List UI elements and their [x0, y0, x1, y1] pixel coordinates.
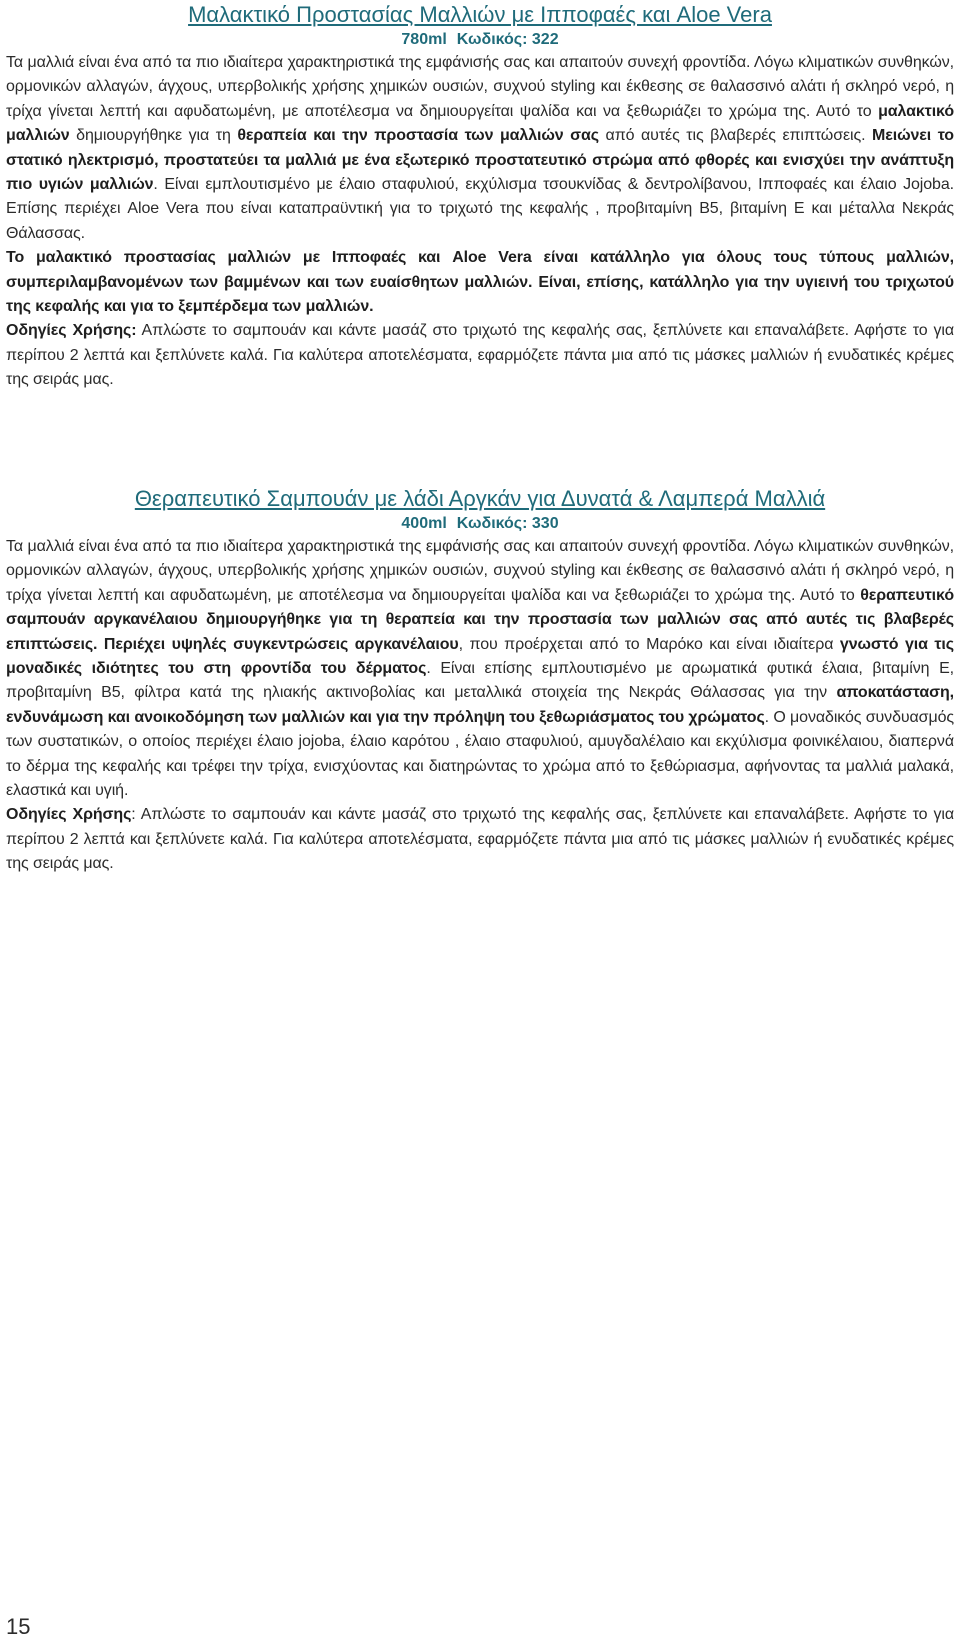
product-title: Μαλακτικό Προστασίας Μαλλιών με Ιπποφαές και Aloe Vera: [188, 2, 772, 27]
usage-text: Απλώστε το σαμπουάν και κάντε μασάζ στο τριχωτό της κεφαλής σας, ξεπλύνετε και επαναλάβετε. Αφήστε το για περίπου 2 λεπτά και ξεπλύνετε καλά. Για καλύτερα αποτελέσματα, εφαρμόζετε πάντα μια από τις μάσκες μαλλιών ή ενυδατικές κρέμες της σειράς μας.: [6, 322, 954, 389]
product-title: Θεραπευτικό Σαμπουάν με λάδι Αργκάν για Δυνατά & Λαμπερά Μαλλιά: [134, 486, 826, 511]
usage-instructions: [6, 319, 954, 392]
product-description: [6, 51, 954, 246]
product-meta: [6, 514, 954, 534]
product-suitability: Το μαλακτικό προστασίας μαλλιών με Ιπποφαές και Aloe Vera είναι κατάλληλο για όλους τους τύπους μαλλιών, συμπεριλαμβανομένων των βαμμένων και των ευαίσθητων μαλλιών. Είναι, επίσης, κατάλληλο για την υγιεινή του τριχωτού της κεφαλής και για το ξεμπέρδεμα των μαλλιών.: [6, 249, 954, 316]
product-code: Κωδικός: 330: [456, 515, 559, 532]
product-volume: 400ml: [401, 515, 447, 532]
desc-segment-bold: Μειώνει το στατικό ηλεκτρισμό, προστατεύει τα μαλλιά με ένα εξωτερικό προστατευτικό στρώμα από φθορές και ενισχύει την ανάπτυξη πιο υγιών μαλλιών: [6, 127, 954, 194]
desc-segment-bold: θεραπεία και την προστασία των μαλλιών σας: [237, 127, 599, 145]
desc-segment: , που προέρχεται από το Μαρόκο και είναι ιδιαίτερα: [458, 635, 840, 653]
page-number: 15: [6, 1614, 31, 1639]
usage-label: Οδηγίες Χρήσης: [6, 806, 132, 824]
product-conditioner: [6, 0, 954, 393]
desc-segment-bold: θεραπευτικό σαμπουάν αργκανέλαιου δημιουργήθηκε για τη θεραπεία και την προστασία των μαλλιών σας από αυτές τις βλαβερές επιπτώσεις. Περιέχει υψηλές συγκεντρώσεις αργκανέλαιου: [6, 586, 954, 653]
desc-segment-bold: γνωστό για τις μοναδικές ιδιότητες του στη φροντίδα του δέρματος: [6, 635, 954, 678]
product-shampoo: [6, 484, 954, 877]
desc-segment: Τα μαλλιά είναι ένα από τα πιο ιδιαίτερα χαρακτηριστικά της εμφάνισής σας και απαιτούν συνεχή φροντίδα. Λόγω κλιματικών συνθηκών, ορμονικών αλλαγών, άγχους, υπερβολικής χρήσης χημικών ουσιών, συχνού styling και έκθεσης σε θαλασσινό αλάτι ή σκληρό νερό, η τρίχα γίνεται λεπτή και αφυδατωμένη, με αποτέλεσμα να δημιουργείται ψαλίδα και να ξεθωριάζει το χρώμα της. Αυτό το: [6, 538, 954, 604]
product-volume: 780ml: [401, 31, 447, 48]
desc-segment: Τα μαλλιά είναι ένα από τα πιο ιδιαίτερα χαρακτηριστικά της εμφάνισής σας και απαιτούν συνεχή φροντίδα. Λόγω κλιματικών συνθηκών, ορμονικών αλλαγών, άγχους, υπερβολικής χρήσης χημικών ουσιών, συχνού styling και έκθεσης σε θαλασσινό αλάτι ή σκληρό νερό, η τρίχα γίνεται λεπτή και αφυδατωμένη, με αποτέλεσμα να δημιουργείται ψαλίδα και να ξεθωριάζει το χρώμα της. Αυτό το: [6, 54, 954, 120]
desc-segment: δημιουργήθηκε για τη: [69, 127, 238, 145]
product-code: Κωδικός: 322: [456, 31, 559, 48]
desc-segment: . Είναι εμπλουτισμένο με έλαιο σταφυλιού, εκχύλισμα τσουκνίδας & δεντρολίβανου, Ιπποφαές και έλαιο Jojoba. Επίσης περιέχει Aloe Vera που είναι καταπραϋντική για το τριχωτό της κεφαλής , προβιταμίνη B5, βιταμίνη E και μέταλλα Νεκράς Θάλασσας.: [6, 176, 954, 242]
usage-label: Οδηγίες Χρήσης:: [6, 322, 137, 340]
usage-instructions: [6, 803, 954, 876]
desc-segment: . Είναι επίσης εμπλουτισμένο με αρωματικά φυτικά έλαια, βιταμίνη E, προβιταμίνη B5, φίλτρα κατά της ηλιακής ακτινοβολίας και μεταλλικά στοιχεία της Νεκράς Θάλασσας για την: [6, 660, 954, 702]
product-meta: [6, 30, 954, 50]
desc-segment-bold: μαλακτικό μαλλιών: [6, 102, 954, 145]
desc-segment: . Ο μοναδικός συνδυασμός των συστατικών, ο οποίος περιέχει έλαιο jojoba, έλαιο καρότου , έλαιο σταφυλιού, αμυγδαλέλαιο και εκχύλισμα φοινικέλαιου, διαπερνά το δέρμα της κεφαλής και τρέφει την τρίχα, ενισχύοντας και διατηρώντας το χρώμα από το ξεθώριασμα, αφήνοντας τα μαλλιά μαλακά, ελαστικά και υγιή.: [6, 708, 954, 800]
usage-text: : Απλώστε το σαμπουάν και κάντε μασάζ στο τριχωτό της κεφαλής σας, ξεπλύνετε και επαναλάβετε. Αφήστε το για περίπου 2 λεπτά και ξεπλύνετε καλά. Για καλύτερα αποτελέσματα, εφαρμόζετε πάντα μια από τις μάσκες μαλλιών ή ενυδατικές κρέμες της σειράς μας.: [6, 806, 955, 873]
desc-segment: από αυτές τις βλαβερές επιπτώσεις.: [598, 127, 872, 145]
product-description: [6, 535, 954, 803]
desc-segment-bold: αποκατάσταση, ενδυνάμωση και ανοικοδόμηση των μαλλιών και για την πρόληψη του ξεθωριάσματος του χρώματος: [6, 684, 954, 726]
